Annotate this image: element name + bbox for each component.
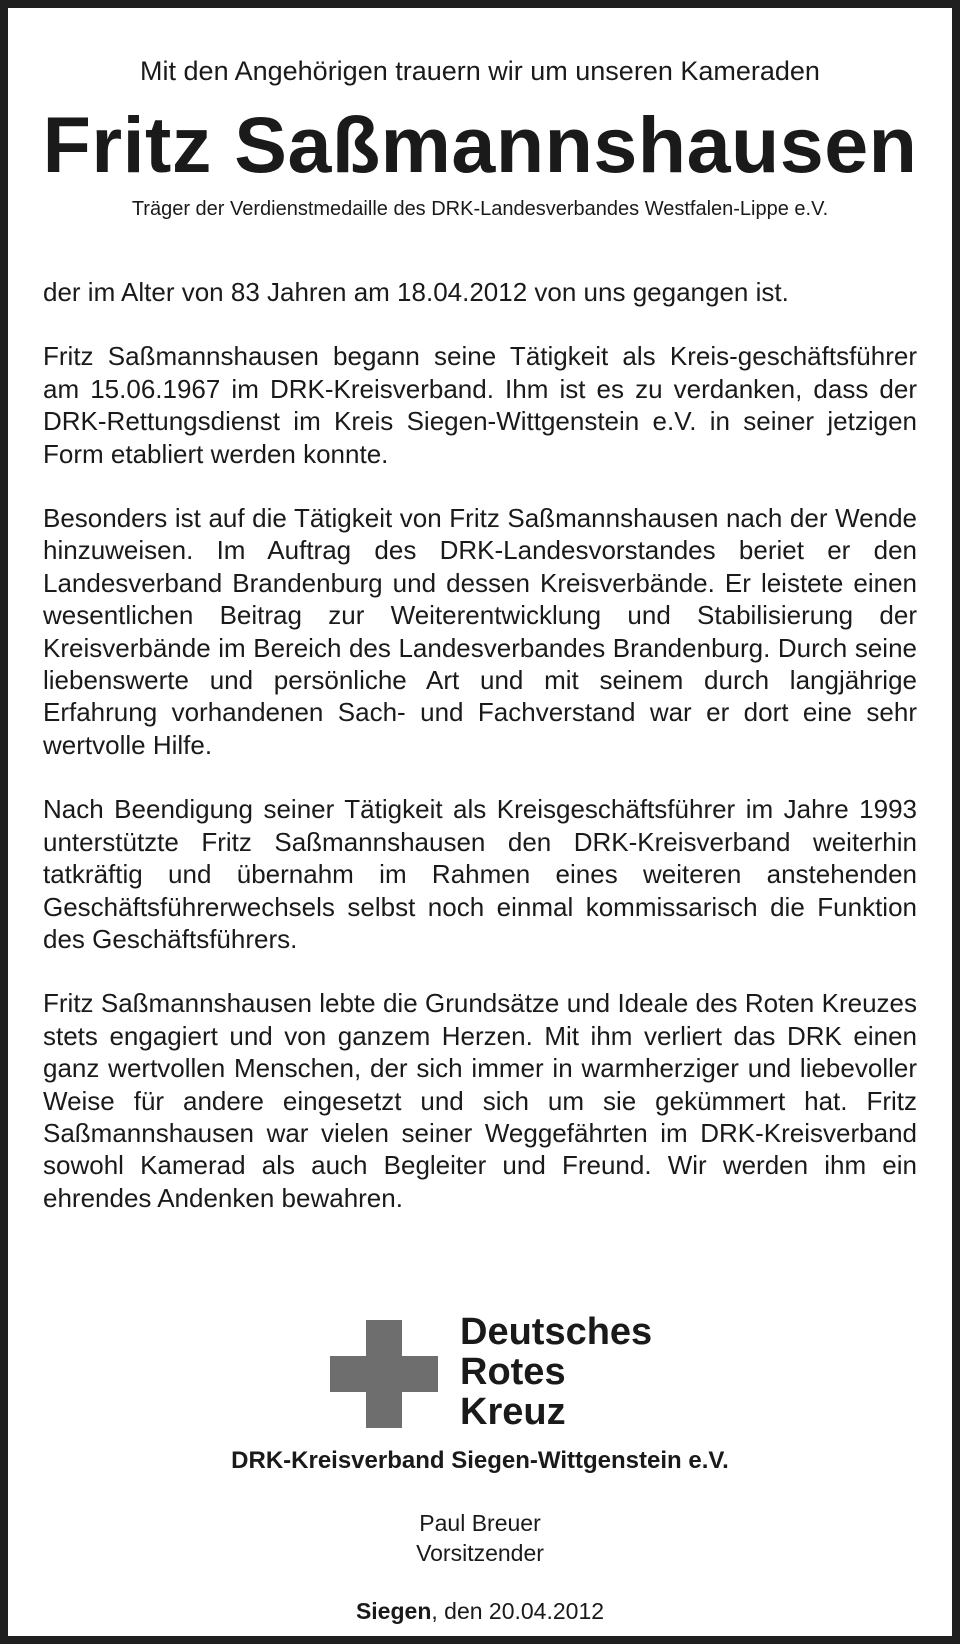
paragraph-retirement: Nach Beendigung seiner Tätigkeit als Kreisgeschäftsführer im Jahre 1993 unterstützte Fritz Saßmannshausen den DRK-Kreisverband weiterhin tatkräftig und übernahm im Rahmen eines weiteren anstehenden Geschäftsführerwechsels selbst noch einmal kommissarisch die Funktion des Geschäftsführers. xyxy=(43,794,917,954)
red-cross-icon xyxy=(330,1320,438,1428)
signer-title: Vorsitzender xyxy=(416,1540,544,1566)
paragraph-tribute: Fritz Saßmannshausen lebte die Grundsätze und Ideale des Roten Kreuzes stets engagiert und von ganzem Herzen. Mit ihm verliert das DRK einen ganz wertvollen Menschen, der sich immer in warmherziger und liebevoller Weise für andere eingesetzt und sich um sie gekümmert hat. Fritz Saßmannshausen war vielen seiner Weggefährten im DRK-Kreisverband sowohl Kamerad als auch Begleiter und Freund. Wir werden ihm ein ehrendes Andenken bewahren. xyxy=(43,988,917,1213)
obituary-notice xyxy=(8,8,952,1636)
paragraph-career: Fritz Saßmannshausen begann seine Tätigkeit als Kreis-geschäftsführer am 15.06.1967 im DRK-Kreisverband. Ihm ist es zu verdanken, dass der DRK-Rettungsdienst im Kreis Siegen-Wittgenstein e.V. in seiner jetzigen Form etabliert werden konnte. xyxy=(43,341,917,469)
award-line: Träger der Verdienstmedaille des DRK-Landesverbandes Westfalen-Lippe e.V. xyxy=(131,198,829,220)
drk-logo-text xyxy=(460,1312,652,1432)
date-text: , den 20.04.2012 xyxy=(431,1598,605,1624)
deceased-name: Fritz Saßmannshausen xyxy=(42,100,918,189)
signer-block xyxy=(8,1508,952,1568)
logo-line-rotes: Rotes xyxy=(460,1351,566,1393)
place-date-line xyxy=(8,1596,952,1626)
paragraph-death-date: der im Alter von 83 Jahren am 18.04.2012 von uns gegangen ist. xyxy=(43,277,789,307)
intro-line: Mit den Angehörigen trauern wir um unseren Kameraden xyxy=(140,56,820,86)
logo-line-kreuz: Kreuz xyxy=(460,1391,566,1433)
place-name: Siegen xyxy=(355,1598,432,1624)
paragraph-brandenburg: Besonders ist auf die Tätigkeit von Fritz Saßmannshausen nach der Wende hinzuweisen. Im Auftrag des DRK-Landesvorstandes beriet er den Landesverband Brandenburg und dessen Kreisverbände. Er leistete einen wesentlichen Beitrag zur Weiterentwicklung und Stabilisierung der Kreisverbände im Bereich des Landesverbandes Brandenburg. Durch seine liebenswerte und persönliche Art und mit seinem durch langjährige Erfahrung vorhandenen Sach- und Fachverstand war er dort eine sehr wertvolle Hilfe. xyxy=(43,503,917,760)
logo-line-deutsches: Deutsches xyxy=(460,1311,653,1353)
drk-logo xyxy=(330,1311,690,1433)
organization-name: DRK-Kreisverband Siegen-Wittgenstein e.V. xyxy=(231,1447,729,1474)
notice-body xyxy=(43,276,917,1214)
signer-name: Paul Breuer xyxy=(419,1510,541,1536)
